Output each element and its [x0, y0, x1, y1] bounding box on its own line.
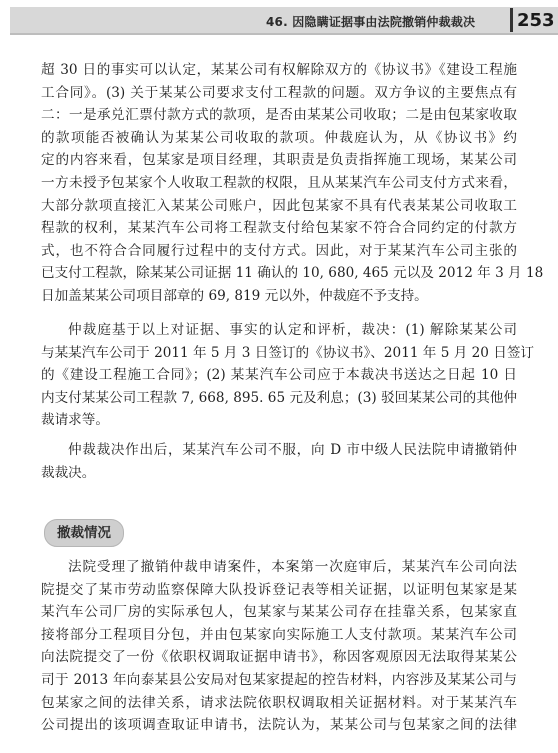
text-line: 包某家之间的法律关系，请求法院依职权调取相关证据材料。对于某某汽车: [41, 694, 517, 711]
text-line: 式，也不符合合同履行过程中的支付方式。因此，对于某某汽车公司主张的: [41, 242, 517, 259]
paragraph-ruling: [41, 319, 535, 432]
text-line: 接将部分工程项目分包，并由包某家向实际施工人支付款项。某某汽车公司: [41, 626, 517, 643]
running-header: [10, 0, 558, 40]
text-line: 院提交了某市劳动监察保障大队投诉登记表等相关证据，以证明包某家是某: [41, 581, 517, 598]
text-line: 公司提出的该项调查取证申请书，法院认为，某某公司与包某家之间的法律: [41, 717, 517, 734]
text-line: 定的内容来看，包某家是项目经理，其职责是负责指挥施工现场，某某公司: [41, 152, 517, 169]
paragraph-findings: [41, 59, 544, 308]
text-line: 与某某汽车公司于 2011 年 5 月 3 日签订的《协议书》、2011 年 5 月 20 日签订: [41, 344, 535, 361]
page-number: 253: [517, 10, 555, 31]
chapter-title: 46. 因隐瞒证据事由法院撤销仲裁裁决: [266, 15, 476, 29]
text-line: 超 30 日的事实可以认定，某某公司有权解除双方的《协议书》《建设工程施: [41, 62, 517, 78]
header-divider: [510, 8, 513, 32]
text-line: 裁请求等。: [41, 412, 109, 429]
text-line: 的款项能否被确认为某某公司收取的款项。仲裁庭认为，从《协议书》约: [41, 129, 517, 146]
text-line: 法院受理了撤销仲裁申请案件，本案第一次庭审后，某某汽车公司向法: [68, 559, 517, 575]
text-line: 某汽车公司厂房的实际承包人，包某家与某某公司存在挂靠关系，包某家直: [41, 604, 517, 621]
text-line: 司于 2013 年向泰某县公安局对包某家提起的控告材料，内容涉及某某公司与: [41, 671, 517, 688]
text-line: 内支付某某公司工程款 7, 668, 895. 65 元及利息；(3) 驳回某某公司的其他仲: [41, 389, 517, 406]
text-line: 二：一是承兑汇票付款方式的款项，是否由某某公司收取；二是由包某家收取: [41, 107, 517, 124]
text-line: 向法院提交了一份《依职权调取证据申请书》，称因客观原因无法取得某某公: [41, 649, 517, 666]
paragraph-appeal: [41, 439, 517, 484]
text-line: 仲裁庭基于以上对证据、事实的认定和评析，裁决：(1) 解除某某公司: [68, 322, 517, 338]
text-line: 程款的权利，某某汽车公司将工程款支付给包某家不符合合同约定的付款方: [41, 220, 517, 237]
text-line: 日加盖某某公司项目部章的 69, 819 元以外，仲裁庭不予支持。: [41, 287, 428, 304]
text-line: 仲裁裁决作出后，某某汽车公司不服，向 D 市中级人民法院申请撤销仲: [68, 442, 517, 458]
text-line: 大部分款项直接汇入某某公司账户，因此包某家不具有代表某某公司收取工: [41, 197, 517, 214]
text-line: 已支付工程款，除某某公司证据 11 确认的 10, 680, 465 元以及 2012 年 3 月 18: [41, 265, 544, 282]
text-line: 工合同》。(3) 关于某某公司要求支付工程款的问题。双方争议的主要焦点有: [41, 84, 517, 101]
section-heading: 撤裁情况: [44, 519, 124, 547]
text-line: 一方未授予包某家个人收取工程款的权限，且从某某汽车公司支付方式来看，: [41, 174, 517, 191]
paragraph-court-proceedings: [41, 556, 517, 737]
text-line: 的《建设工程施工合同》；(2) 某某汽车公司应于本裁决书送达之日起 10 日: [41, 367, 517, 384]
text-line: 裁裁决。: [41, 464, 96, 481]
